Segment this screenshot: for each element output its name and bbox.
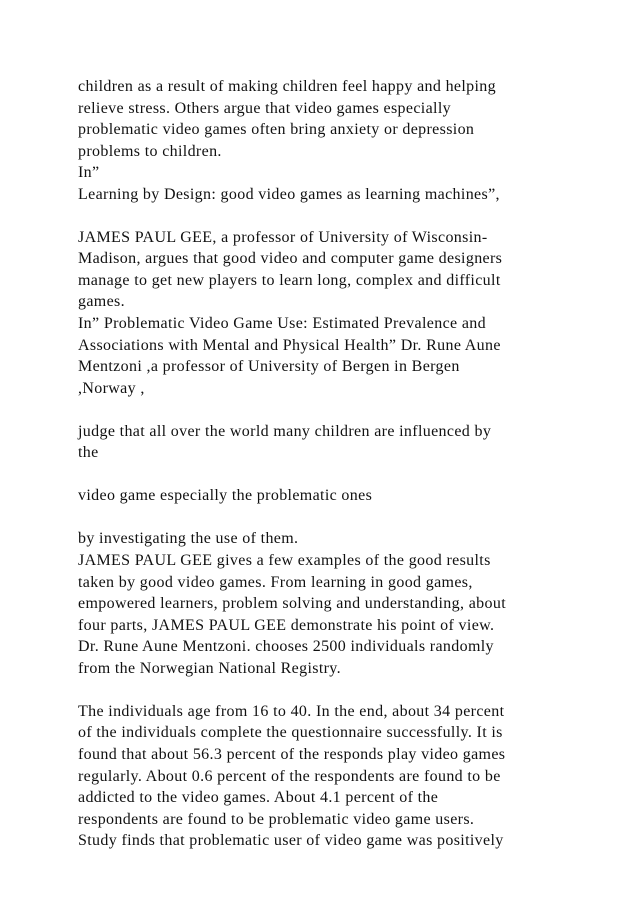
text-line: judge that all over the world many children are influenced by (78, 422, 492, 440)
text-line: Madison, argues that good video and computer game designers (78, 250, 503, 268)
text-line: video game especially the problematic ones (78, 487, 373, 505)
text-line: by investigating the use of them. (78, 530, 299, 548)
text-line: ,Norway , (78, 379, 145, 397)
blank-line (78, 399, 618, 421)
text-line: Associations with Mental and Physical Health” Dr. Rune Aune (78, 336, 501, 354)
text-line: problems to children. (78, 142, 222, 160)
text-line: children as a result of making children feel happy and helping (78, 78, 497, 95)
text-line: Study finds that problematic user of video game was positively (78, 832, 504, 850)
text-line: manage to get new players to learn long, complex and difficult (78, 271, 501, 289)
text-line: JAMES PAUL GEE gives a few examples of the good results (78, 552, 491, 570)
text-line: regularly. About 0.6 percent of the respondents are found to be (78, 767, 501, 785)
text-line: games. (78, 293, 125, 311)
text-line: addicted to the video games. About 4.1 percent of the (78, 789, 439, 807)
text-line: from the Norwegian National Registry. (78, 659, 341, 677)
text-line: Dr. Rune Aune Mentzoni. chooses 2500 individuals randomly (78, 638, 494, 656)
blank-line (78, 464, 618, 486)
text-line: taken by good video games. From learning in good games, (78, 573, 473, 591)
text-line: empowered learners, problem solving and understanding, about (78, 595, 506, 613)
text-line: respondents are found to be problematic video game users. (78, 810, 475, 828)
text-line: The individuals age from 16 to 40. In the end, about 34 percent (78, 702, 505, 720)
text-line: Mentzoni ,a professor of University of Bergen in Bergen (78, 358, 460, 376)
text-line: In” (78, 164, 100, 182)
text-line: JAMES PAUL GEE, a professor of University of Wisconsin- (78, 228, 488, 246)
text-line: found that about 56.3 percent of the responds play video games (78, 745, 506, 763)
blank-line (78, 507, 618, 529)
text-line: of the individuals complete the questionnaire successfully. It is (78, 724, 503, 742)
blank-line (78, 679, 618, 701)
text-line: In” Problematic Video Game Use: Estimated Prevalence and (78, 315, 486, 333)
blank-line (78, 205, 618, 227)
text-line: problematic video games often bring anxiety or depression (78, 121, 475, 139)
document-page (78, 76, 618, 852)
text-line: the (78, 444, 99, 462)
text-line: Learning by Design: good video games as learning machines”, (78, 185, 500, 203)
text-line: four parts, JAMES PAUL GEE demonstrate his point of view. (78, 616, 495, 634)
text-line: relieve stress. Others argue that video games especially (78, 99, 451, 117)
